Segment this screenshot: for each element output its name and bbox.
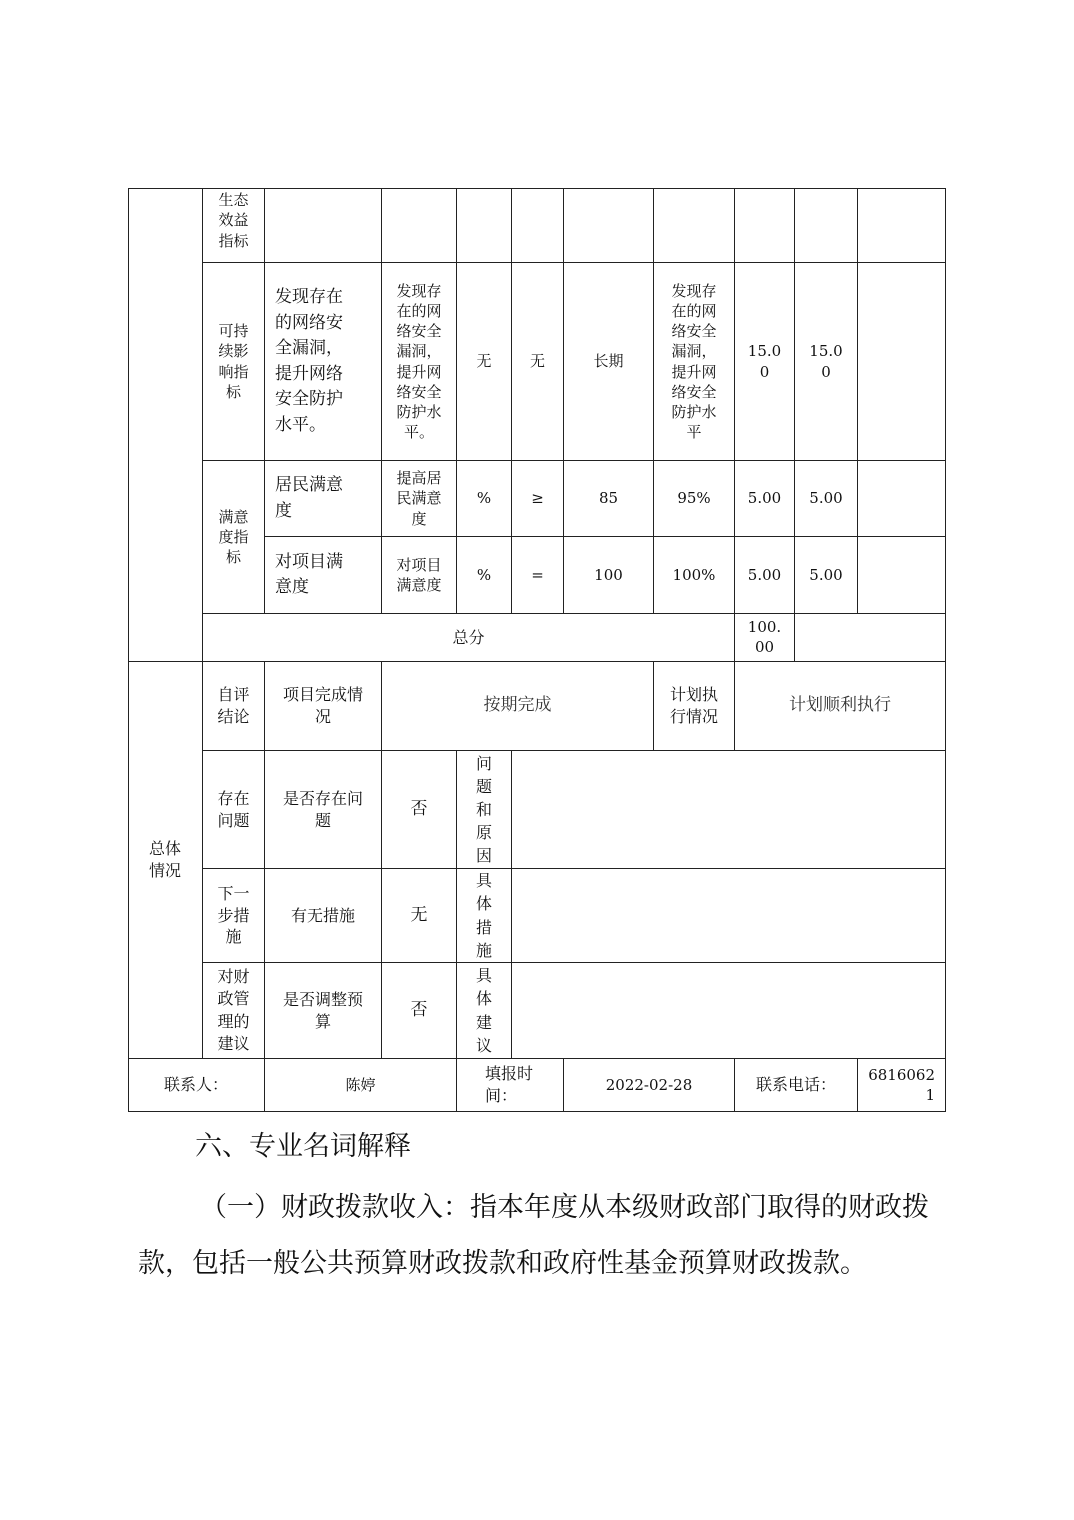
- satisfaction-actual-1: 95%: [654, 461, 735, 537]
- satisfaction-indicator-1: 居民满意 度: [265, 461, 382, 537]
- satisfaction-unit-2: %: [457, 537, 512, 614]
- next-step-item: 有无措施: [265, 869, 382, 963]
- issues-label: 存在 问题: [203, 751, 265, 869]
- next-step-value: 无: [382, 869, 457, 963]
- satisfaction-note-1: [858, 461, 946, 537]
- eco-weight: [735, 188, 795, 263]
- eco-op: [512, 188, 564, 263]
- self-eval-item: 项目完成情 况: [265, 662, 382, 751]
- satisfaction-score-1: 5.00: [795, 461, 858, 537]
- eco-benefit-label: 生态 效益 指标: [203, 188, 265, 263]
- overall-label: 总体 情况: [128, 662, 203, 1059]
- satisfaction-target-1: 提高居 民满意 度: [382, 461, 457, 537]
- sustain-label: 可持 续影 响指 标: [203, 263, 265, 461]
- sustain-unit: 无: [457, 263, 512, 461]
- eco-indicator: [265, 188, 382, 263]
- satisfaction-actual-2: 100%: [654, 537, 735, 614]
- sustain-target: 发现存 在的网 络安全 漏洞， 提升网 络安全 防护水 平。: [382, 263, 457, 461]
- sustain-actual: 发现存 在的网 络安全 漏洞， 提升网 络安全 防护水 平: [654, 263, 735, 461]
- plan-exec-label: 计划执 行情况: [654, 662, 735, 751]
- phone-value: 6816062 1: [858, 1059, 946, 1112]
- eco-actual: [654, 188, 735, 263]
- eco-value: [564, 188, 654, 263]
- next-step-label: 下一 步措 施: [203, 869, 265, 963]
- issues-reason-value: [512, 751, 946, 869]
- advice-label: 对财 政管 理的 建议: [203, 963, 265, 1059]
- satisfaction-weight-1: 5.00: [735, 461, 795, 537]
- advice-item: 是否调整预 算: [265, 963, 382, 1059]
- contact-label: 联系人：: [128, 1059, 265, 1112]
- sustain-op: 无: [512, 263, 564, 461]
- section-paragraph: （一）财政拨款收入：指本年度从本级财政部门取得的财政拨款，包括一般公共预算财政拨款和政府性基金预算财政拨款。: [138, 1192, 929, 1279]
- plan-exec-value: 计划顺利执行: [735, 662, 946, 751]
- contact-value: 陈婷: [265, 1059, 457, 1112]
- eco-target: [382, 188, 457, 263]
- issues-reason-label: 问 题 和 原 因: [457, 751, 512, 869]
- advice-detail-value: [512, 963, 946, 1059]
- blank-category-cell: [128, 188, 203, 662]
- sustain-score: 15.0 0: [795, 263, 858, 461]
- sustain-weight: 15.0 0: [735, 263, 795, 461]
- eco-unit: [457, 188, 512, 263]
- advice-value: 否: [382, 963, 457, 1059]
- total-label: 总分: [203, 614, 735, 662]
- total-blank: [795, 614, 946, 662]
- satisfaction-weight-2: 5.00: [735, 537, 795, 614]
- sustain-note: [858, 263, 946, 461]
- issues-value: 否: [382, 751, 457, 869]
- report-date-label: 填报时 间：: [457, 1059, 564, 1112]
- self-eval-label: 自评 结论: [203, 662, 265, 751]
- eco-score: [795, 188, 858, 263]
- sustain-indicator: 发现存在 的网络安 全漏洞， 提升网络 安全防护 水平。: [265, 263, 382, 461]
- total-value: 100. 00: [735, 614, 795, 662]
- satisfaction-op-1: ≥: [512, 461, 564, 537]
- next-step-measure-value: [512, 869, 946, 963]
- section-heading: 六、专业名词解释: [195, 1131, 411, 1162]
- satisfaction-label: 满意 度指 标: [203, 461, 265, 614]
- satisfaction-unit-1: %: [457, 461, 512, 537]
- sustain-value: 长期: [564, 263, 654, 461]
- satisfaction-score-2: 5.00: [795, 537, 858, 614]
- next-step-measure-label: 具 体 措 施: [457, 869, 512, 963]
- satisfaction-op-2: =: [512, 537, 564, 614]
- satisfaction-value-2: 100: [564, 537, 654, 614]
- issues-item: 是否存在问 题: [265, 751, 382, 869]
- eco-note: [858, 188, 946, 263]
- report-date-value: 2022-02-28: [564, 1059, 735, 1112]
- satisfaction-note-2: [858, 537, 946, 614]
- satisfaction-value-1: 85: [564, 461, 654, 537]
- self-eval-value: 按期完成: [382, 662, 654, 751]
- satisfaction-target-2: 对项目 满意度: [382, 537, 457, 614]
- satisfaction-indicator-2: 对项目满 意度: [265, 537, 382, 614]
- advice-detail-label: 具 体 建 议: [457, 963, 512, 1059]
- phone-label: 联系电话：: [735, 1059, 858, 1112]
